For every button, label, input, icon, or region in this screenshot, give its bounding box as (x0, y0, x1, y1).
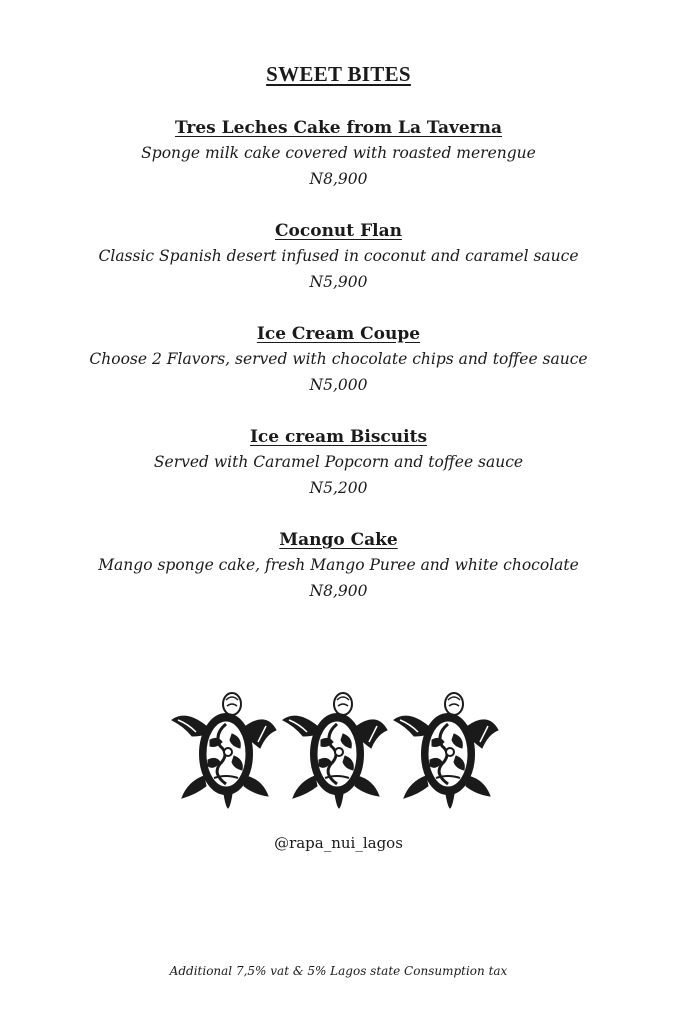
menu-item-description: Classic Spanish desert infused in coconut and caramel sauce (98, 247, 579, 265)
tax-note: Additional 7,5% vat & 5% Lagos state Consumption tax (169, 964, 508, 978)
menu-item (0, 322, 677, 425)
menu-item-name: Ice Cream Coupe (256, 324, 421, 344)
turtle-decoration (170, 690, 500, 810)
menu-item (0, 116, 677, 219)
menu-item-name: Tres Leches Cake from La Taverna (175, 118, 502, 138)
menu-item-name: Ice cream Biscuits (249, 427, 428, 447)
menu-item-name: Mango Cake (279, 530, 398, 550)
menu-item-description: Choose 2 Flavors, served with chocolate chips and toffee sauce (89, 350, 588, 368)
tribal-turtle-icon (392, 690, 500, 810)
page-title: SWEET BITES (266, 62, 411, 86)
menu-item-description: Sponge milk cake covered with roasted merengue (141, 144, 536, 162)
menu-item (0, 528, 677, 631)
dessert-menu-list (0, 116, 677, 631)
menu-item-price: N8,900 (309, 582, 368, 600)
menu-item-price: N5,000 (309, 376, 368, 394)
menu-item (0, 219, 677, 322)
menu-item-price: N5,200 (309, 479, 368, 497)
menu-item-description: Mango sponge cake, fresh Mango Puree and white chocolate (98, 556, 579, 574)
menu-item-price: N5,900 (309, 273, 368, 291)
menu-item (0, 425, 677, 528)
tribal-turtle-icon (170, 690, 278, 810)
menu-item-price: N8,900 (309, 170, 368, 188)
social-handle: @rapa_nui_lagos (274, 834, 403, 852)
tribal-turtle-icon (281, 690, 389, 810)
menu-item-description: Served with Caramel Popcorn and toffee sauce (153, 453, 524, 471)
menu-item-name: Coconut Flan (275, 221, 402, 241)
